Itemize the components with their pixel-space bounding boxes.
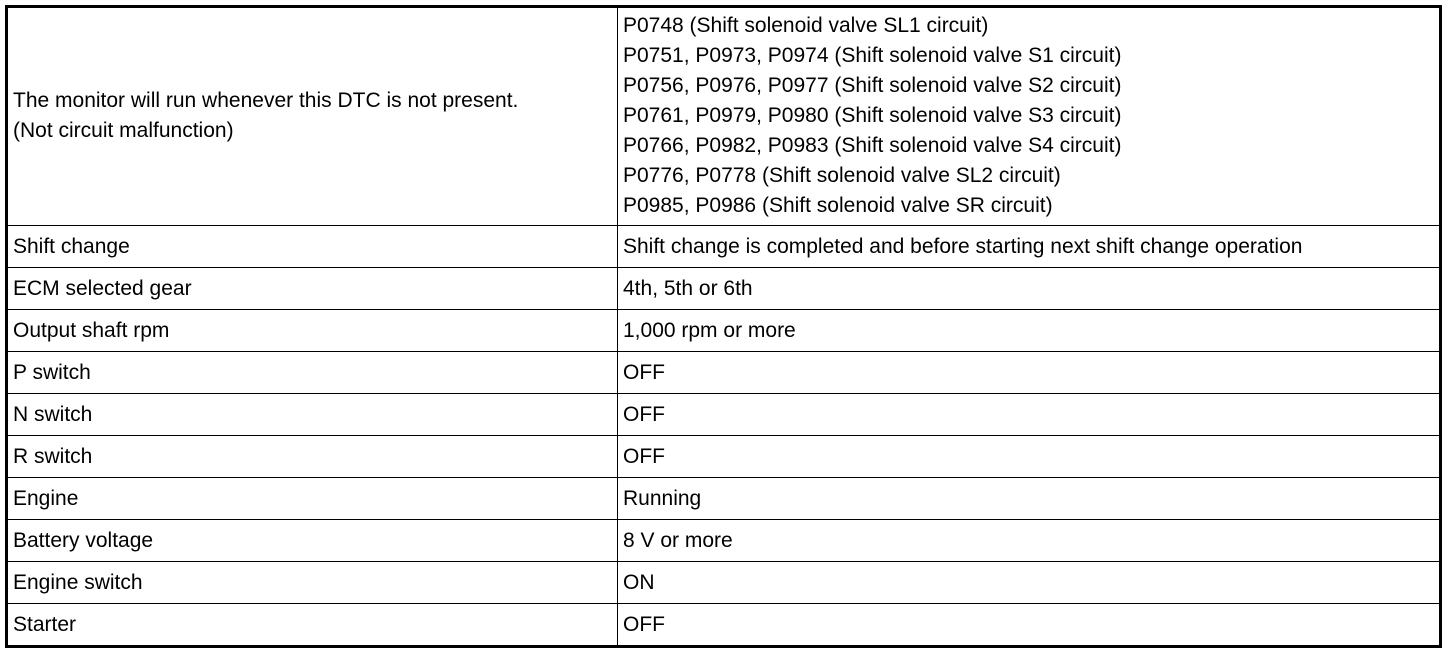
table-row [7,478,1441,520]
condition-cell: 1,000 rpm or more [618,310,1441,352]
condition-cell: OFF [618,352,1441,394]
table-row [7,562,1441,604]
item-cell: Output shaft rpm [7,310,618,352]
table-row [7,436,1441,478]
table-row [7,226,1441,268]
dtc-line: P0761, P0979, P0980 (Shift solenoid valve S3 circuit) [623,103,1122,127]
dtc-line: P0751, P0973, P0974 (Shift solenoid valve S1 circuit) [623,43,1122,67]
item-cell: Battery voltage [7,520,618,562]
dtc-line: P0776, P0778 (Shift solenoid valve SL2 circuit) [623,163,1061,187]
condition-cell: Running [618,478,1441,520]
dtc-line: P0756, P0976, P0977 (Shift solenoid valve S2 circuit) [623,73,1122,97]
condition-cell: 8 V or more [618,520,1441,562]
table-row [7,310,1441,352]
condition-cell: ON [618,562,1441,604]
dtc-line: P0985, P0986 (Shift solenoid valve SR circuit) [623,193,1053,217]
dtc-line: P0766, P0982, P0983 (Shift solenoid valve S4 circuit) [623,133,1122,157]
table-row [7,520,1441,562]
condition-cell: Shift change is completed and before starting next shift change operation [618,226,1441,268]
table-row [7,394,1441,436]
condition-cell: OFF [618,604,1441,647]
monitor-condition-line: The monitor will run whenever this DTC is not present. [13,88,519,112]
table-row-dtc [7,7,1441,226]
item-cell: P switch [7,352,618,394]
table-row [7,268,1441,310]
table-row [7,604,1441,647]
dtc-list-cell [618,7,1441,226]
item-cell: Starter [7,604,618,647]
item-cell: N switch [7,394,618,436]
table-row [7,352,1441,394]
item-cell: Shift change [7,226,618,268]
item-cell: R switch [7,436,618,478]
monitor-condition-cell [7,7,618,226]
dtc-line: P0748 (Shift solenoid valve SL1 circuit) [623,13,989,37]
monitor-conditions-table [5,5,1442,648]
monitor-condition-line: (Not circuit malfunction) [13,118,234,142]
item-cell: Engine switch [7,562,618,604]
condition-cell: 4th, 5th or 6th [618,268,1441,310]
condition-cell: OFF [618,394,1441,436]
condition-cell: OFF [618,436,1441,478]
item-cell: ECM selected gear [7,268,618,310]
item-cell: Engine [7,478,618,520]
